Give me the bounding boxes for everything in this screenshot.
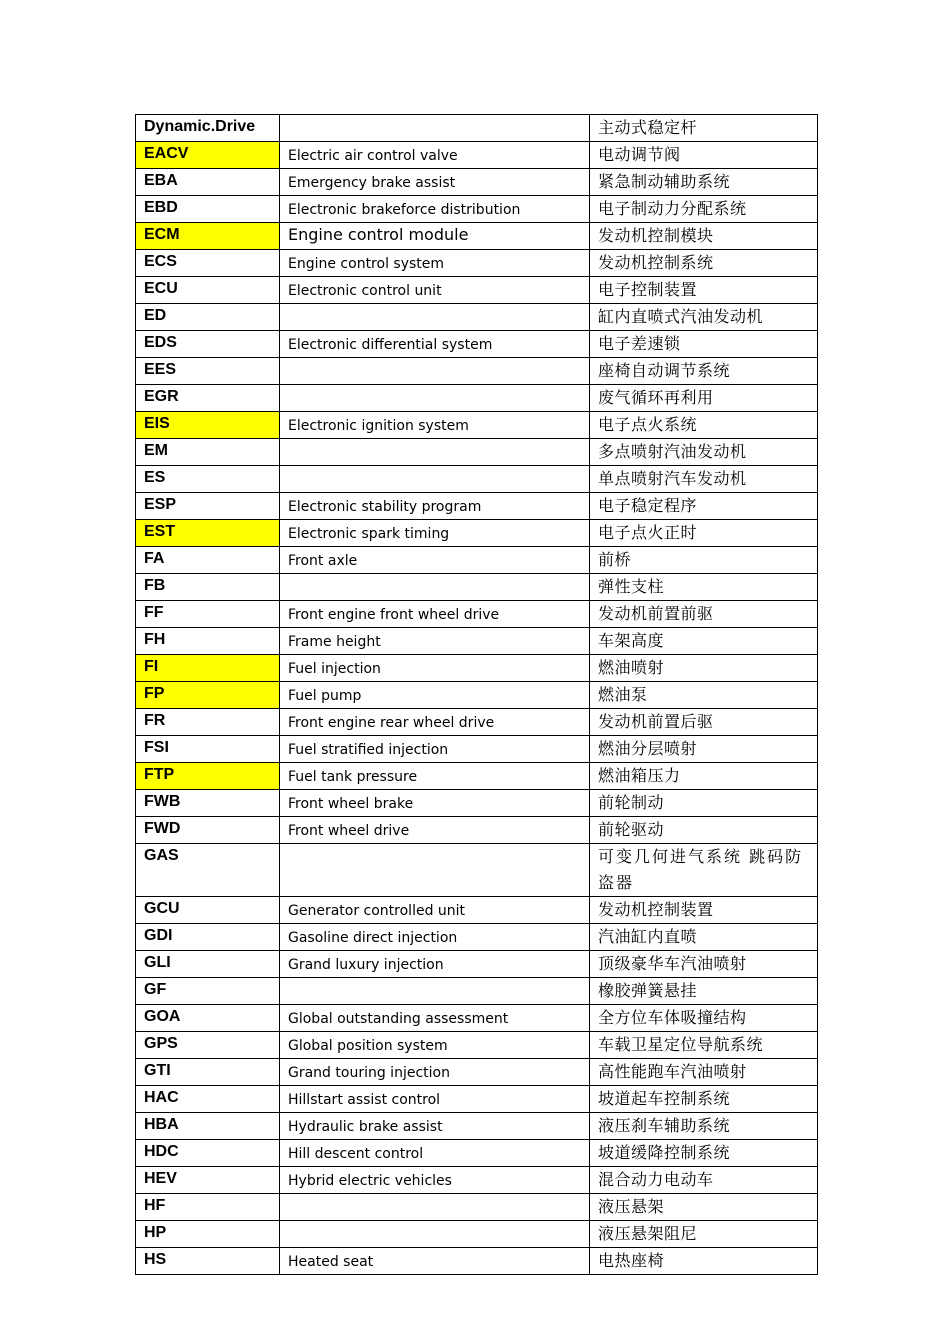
abbreviation-cell: EBA: [136, 169, 280, 196]
english-term-cell: [280, 978, 590, 1005]
english-term-cell: [280, 115, 590, 142]
english-term-cell: Electronic differential system: [280, 331, 590, 358]
table-row: [136, 250, 818, 277]
english-term-cell: Hydraulic brake assist: [280, 1113, 590, 1140]
abbreviation-cell: EBD: [136, 196, 280, 223]
abbreviation-cell: HDC: [136, 1140, 280, 1167]
table-row: [136, 1167, 818, 1194]
abbreviation-cell: ECM: [136, 223, 280, 250]
chinese-term-cell: 顶级豪华车汽油喷射: [590, 951, 818, 978]
english-term-cell: [280, 1194, 590, 1221]
english-term-cell: Hill descent control: [280, 1140, 590, 1167]
chinese-term-cell: 车载卫星定位导航系统: [590, 1032, 818, 1059]
abbreviation-cell: FWB: [136, 790, 280, 817]
abbreviation-cell: HAC: [136, 1086, 280, 1113]
english-term-cell: [280, 844, 590, 897]
chinese-term-cell: 紧急制动辅助系统: [590, 169, 818, 196]
table-row: [136, 924, 818, 951]
abbreviation-cell: FWD: [136, 817, 280, 844]
english-term-cell: [280, 574, 590, 601]
table-row: [136, 223, 818, 250]
table-row: [136, 520, 818, 547]
abbreviation-cell: FH: [136, 628, 280, 655]
table-row: [136, 1194, 818, 1221]
table-row: [136, 142, 818, 169]
abbreviation-cell: FF: [136, 601, 280, 628]
table-row: [136, 1086, 818, 1113]
abbreviation-cell: EGR: [136, 385, 280, 412]
english-term-cell: [280, 385, 590, 412]
table-row: [136, 439, 818, 466]
english-term-cell: Grand luxury injection: [280, 951, 590, 978]
english-term-cell: Fuel injection: [280, 655, 590, 682]
chinese-term-cell: 燃油箱压力: [590, 763, 818, 790]
english-term-cell: Heated seat: [280, 1248, 590, 1275]
english-term-cell: [280, 358, 590, 385]
chinese-term-cell: 前轮驱动: [590, 817, 818, 844]
chinese-term-cell: 可变几何进气系统 跳码防盗器: [590, 844, 818, 897]
abbreviation-cell: GAS: [136, 844, 280, 897]
chinese-term-cell: 座椅自动调节系统: [590, 358, 818, 385]
english-term-cell: Emergency brake assist: [280, 169, 590, 196]
chinese-term-cell: 多点喷射汽油发动机: [590, 439, 818, 466]
english-term-cell: Front engine rear wheel drive: [280, 709, 590, 736]
chinese-term-cell: 电子稳定程序: [590, 493, 818, 520]
table-row: [136, 385, 818, 412]
abbreviation-cell: EACV: [136, 142, 280, 169]
abbreviation-cell: FA: [136, 547, 280, 574]
english-term-cell: Fuel pump: [280, 682, 590, 709]
table-row: [136, 844, 818, 897]
abbreviation-cell: GOA: [136, 1005, 280, 1032]
abbreviation-cell: HEV: [136, 1167, 280, 1194]
table-row: [136, 655, 818, 682]
english-term-cell: Electronic brakeforce distribution: [280, 196, 590, 223]
table-row: [136, 736, 818, 763]
english-term-cell: Global position system: [280, 1032, 590, 1059]
chinese-term-cell: 坡道起车控制系统: [590, 1086, 818, 1113]
english-term-cell: Grand touring injection: [280, 1059, 590, 1086]
table-row: [136, 277, 818, 304]
chinese-term-cell: 车架高度: [590, 628, 818, 655]
chinese-term-cell: 前桥: [590, 547, 818, 574]
abbreviation-cell: GTI: [136, 1059, 280, 1086]
chinese-term-cell: 发动机前置前驱: [590, 601, 818, 628]
chinese-term-cell: 电子控制装置: [590, 277, 818, 304]
table-row: [136, 709, 818, 736]
chinese-term-cell: 全方位车体吸撞结构: [590, 1005, 818, 1032]
abbreviation-cell: GCU: [136, 897, 280, 924]
table-row: [136, 601, 818, 628]
chinese-term-cell: 电子点火正时: [590, 520, 818, 547]
abbreviation-cell: FB: [136, 574, 280, 601]
chinese-term-cell: 燃油喷射: [590, 655, 818, 682]
abbreviation-cell: HBA: [136, 1113, 280, 1140]
table-row: [136, 1248, 818, 1275]
english-term-cell: [280, 466, 590, 493]
abbreviation-cell: ESP: [136, 493, 280, 520]
table-row: [136, 951, 818, 978]
table-row: [136, 1059, 818, 1086]
table-row: [136, 628, 818, 655]
chinese-term-cell: 电子点火系统: [590, 412, 818, 439]
chinese-term-cell: 液压悬架阻尼: [590, 1221, 818, 1248]
english-term-cell: Front engine front wheel drive: [280, 601, 590, 628]
english-term-cell: Hybrid electric vehicles: [280, 1167, 590, 1194]
abbreviation-cell: ED: [136, 304, 280, 331]
table-row: [136, 547, 818, 574]
abbreviation-cell: EM: [136, 439, 280, 466]
chinese-term-cell: 电子制动力分配系统: [590, 196, 818, 223]
abbreviation-cell: FI: [136, 655, 280, 682]
abbreviation-cell: ES: [136, 466, 280, 493]
chinese-term-cell: 发动机控制系统: [590, 250, 818, 277]
english-term-cell: Fuel tank pressure: [280, 763, 590, 790]
abbreviation-cell: EST: [136, 520, 280, 547]
table-row: [136, 682, 818, 709]
english-term-cell: [280, 439, 590, 466]
chinese-term-cell: 废气循环再利用: [590, 385, 818, 412]
chinese-term-cell: 弹性支柱: [590, 574, 818, 601]
chinese-term-cell: 发动机控制模块: [590, 223, 818, 250]
abbreviation-cell: FR: [136, 709, 280, 736]
table-row: [136, 1113, 818, 1140]
table-row: [136, 817, 818, 844]
chinese-term-cell: 高性能跑车汽油喷射: [590, 1059, 818, 1086]
table-row: [136, 466, 818, 493]
chinese-term-cell: 发动机控制装置: [590, 897, 818, 924]
chinese-term-cell: 电热座椅: [590, 1248, 818, 1275]
abbreviation-cell: ECU: [136, 277, 280, 304]
abbreviation-table-body: [136, 115, 818, 1275]
table-row: [136, 196, 818, 223]
abbreviation-cell: FTP: [136, 763, 280, 790]
english-term-cell: Generator controlled unit: [280, 897, 590, 924]
chinese-term-cell: 主动式稳定杆: [590, 115, 818, 142]
chinese-term-cell: 电子差速锁: [590, 331, 818, 358]
english-term-cell: Electric air control valve: [280, 142, 590, 169]
english-term-cell: Gasoline direct injection: [280, 924, 590, 951]
chinese-term-cell: 燃油泵: [590, 682, 818, 709]
abbreviation-cell: GDI: [136, 924, 280, 951]
english-term-cell: Electronic ignition system: [280, 412, 590, 439]
english-term-cell: Electronic control unit: [280, 277, 590, 304]
table-row: [136, 790, 818, 817]
english-term-cell: Engine control system: [280, 250, 590, 277]
chinese-term-cell: 单点喷射汽车发动机: [590, 466, 818, 493]
abbreviation-cell: HF: [136, 1194, 280, 1221]
table-row: [136, 1140, 818, 1167]
abbreviation-cell: GPS: [136, 1032, 280, 1059]
abbreviation-cell: HP: [136, 1221, 280, 1248]
table-row: [136, 493, 818, 520]
table-row: [136, 412, 818, 439]
table-row: [136, 169, 818, 196]
table-row: [136, 304, 818, 331]
abbreviation-cell: Dynamic.Drive: [136, 115, 280, 142]
chinese-term-cell: 缸内直喷式汽油发动机: [590, 304, 818, 331]
chinese-term-cell: 液压悬架: [590, 1194, 818, 1221]
english-term-cell: Frame height: [280, 628, 590, 655]
abbreviation-cell: FSI: [136, 736, 280, 763]
abbreviation-cell: ECS: [136, 250, 280, 277]
table-row: [136, 331, 818, 358]
english-term-cell: Hillstart assist control: [280, 1086, 590, 1113]
chinese-term-cell: 燃油分层喷射: [590, 736, 818, 763]
abbreviation-cell: GF: [136, 978, 280, 1005]
english-term-cell: Engine control module: [280, 223, 590, 250]
chinese-term-cell: 电动调节阀: [590, 142, 818, 169]
abbreviation-cell: HS: [136, 1248, 280, 1275]
abbreviation-cell: EIS: [136, 412, 280, 439]
table-row: [136, 1221, 818, 1248]
table-row: [136, 1005, 818, 1032]
table-row: [136, 978, 818, 1005]
chinese-term-cell: 混合动力电动车: [590, 1167, 818, 1194]
english-term-cell: Front wheel drive: [280, 817, 590, 844]
chinese-term-cell: 坡道缓降控制系统: [590, 1140, 818, 1167]
table-row: [136, 763, 818, 790]
chinese-term-cell: 橡胶弹簧悬挂: [590, 978, 818, 1005]
english-term-cell: [280, 1221, 590, 1248]
english-term-cell: Electronic stability program: [280, 493, 590, 520]
chinese-term-cell: 汽油缸内直喷: [590, 924, 818, 951]
english-term-cell: Global outstanding assessment: [280, 1005, 590, 1032]
abbreviation-cell: EES: [136, 358, 280, 385]
chinese-term-cell: 液压刹车辅助系统: [590, 1113, 818, 1140]
chinese-term-cell: 前轮制动: [590, 790, 818, 817]
table-row: [136, 358, 818, 385]
abbreviation-cell: GLI: [136, 951, 280, 978]
english-term-cell: Fuel stratified injection: [280, 736, 590, 763]
table-row: [136, 574, 818, 601]
abbreviation-cell: EDS: [136, 331, 280, 358]
english-term-cell: Electronic spark timing: [280, 520, 590, 547]
english-term-cell: Front wheel brake: [280, 790, 590, 817]
table-row: [136, 115, 818, 142]
table-row: [136, 1032, 818, 1059]
table-row: [136, 897, 818, 924]
abbreviation-cell: FP: [136, 682, 280, 709]
english-term-cell: [280, 304, 590, 331]
abbreviation-table: [135, 114, 818, 1275]
chinese-term-cell: 发动机前置后驱: [590, 709, 818, 736]
english-term-cell: Front axle: [280, 547, 590, 574]
